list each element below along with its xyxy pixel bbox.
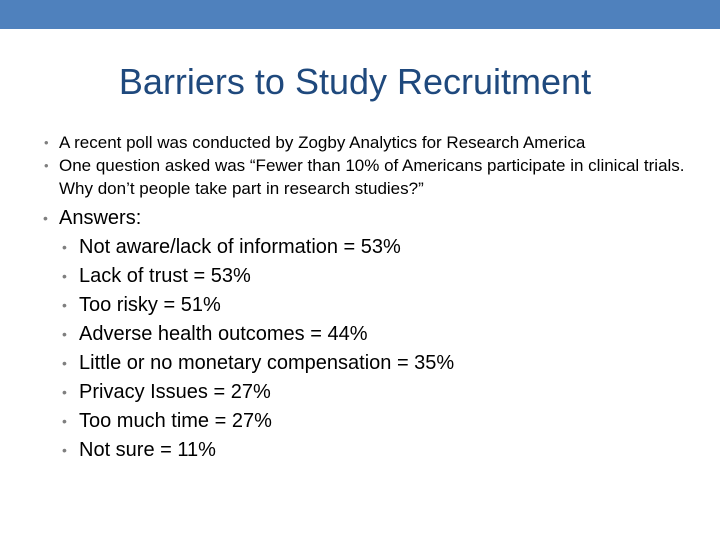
bullet-icon: • [43,210,48,226]
answer-item [62,291,696,320]
bullet-icon: • [62,355,67,371]
answer-text: Little or no monetary compensation = 35% [79,352,455,374]
bullet-icon: • [62,442,67,458]
bullet-icon: • [44,158,49,173]
bullet-icon: • [62,413,67,429]
answers-label: Answers: [59,207,142,229]
bullet-item-question [36,154,696,200]
answer-text: Adverse health outcomes = 44% [79,323,368,345]
bullet-item-poll [36,131,696,154]
answer-item [62,407,696,436]
answer-text: Not sure = 11% [79,439,216,461]
answer-text: Too risky = 51% [79,294,221,316]
answer-item [62,436,696,465]
bullet-icon: • [62,268,67,284]
answer-item [62,349,696,378]
answer-text: Not aware/lack of information = 53% [79,236,401,258]
answers-list [36,233,696,465]
answer-text: Privacy Issues = 27% [79,381,271,403]
slide-body [36,131,696,465]
slide-title: Barriers to Study Recruitment [118,61,592,102]
bullet-icon: • [62,326,67,342]
answer-item [62,320,696,349]
bullet-icon: • [62,239,67,255]
answer-text: Too much time = 27% [79,410,272,432]
bullet-item-answers [36,204,696,233]
answer-item [62,378,696,407]
bullet-icon: • [44,135,49,150]
bullet-text-poll: A recent poll was conducted by Zogby Analytics for Research America [59,133,586,152]
bullet-icon: • [62,297,67,313]
bullet-text-question: One question asked was “Fewer than 10% of Americans participate in clinical trials. Why don’t people take part in research studies?” [59,156,685,198]
answer-text: Lack of trust = 53% [79,265,251,287]
top-accent-bar [0,0,720,29]
answer-item [62,233,696,262]
answer-item [62,262,696,291]
bullet-icon: • [62,384,67,400]
